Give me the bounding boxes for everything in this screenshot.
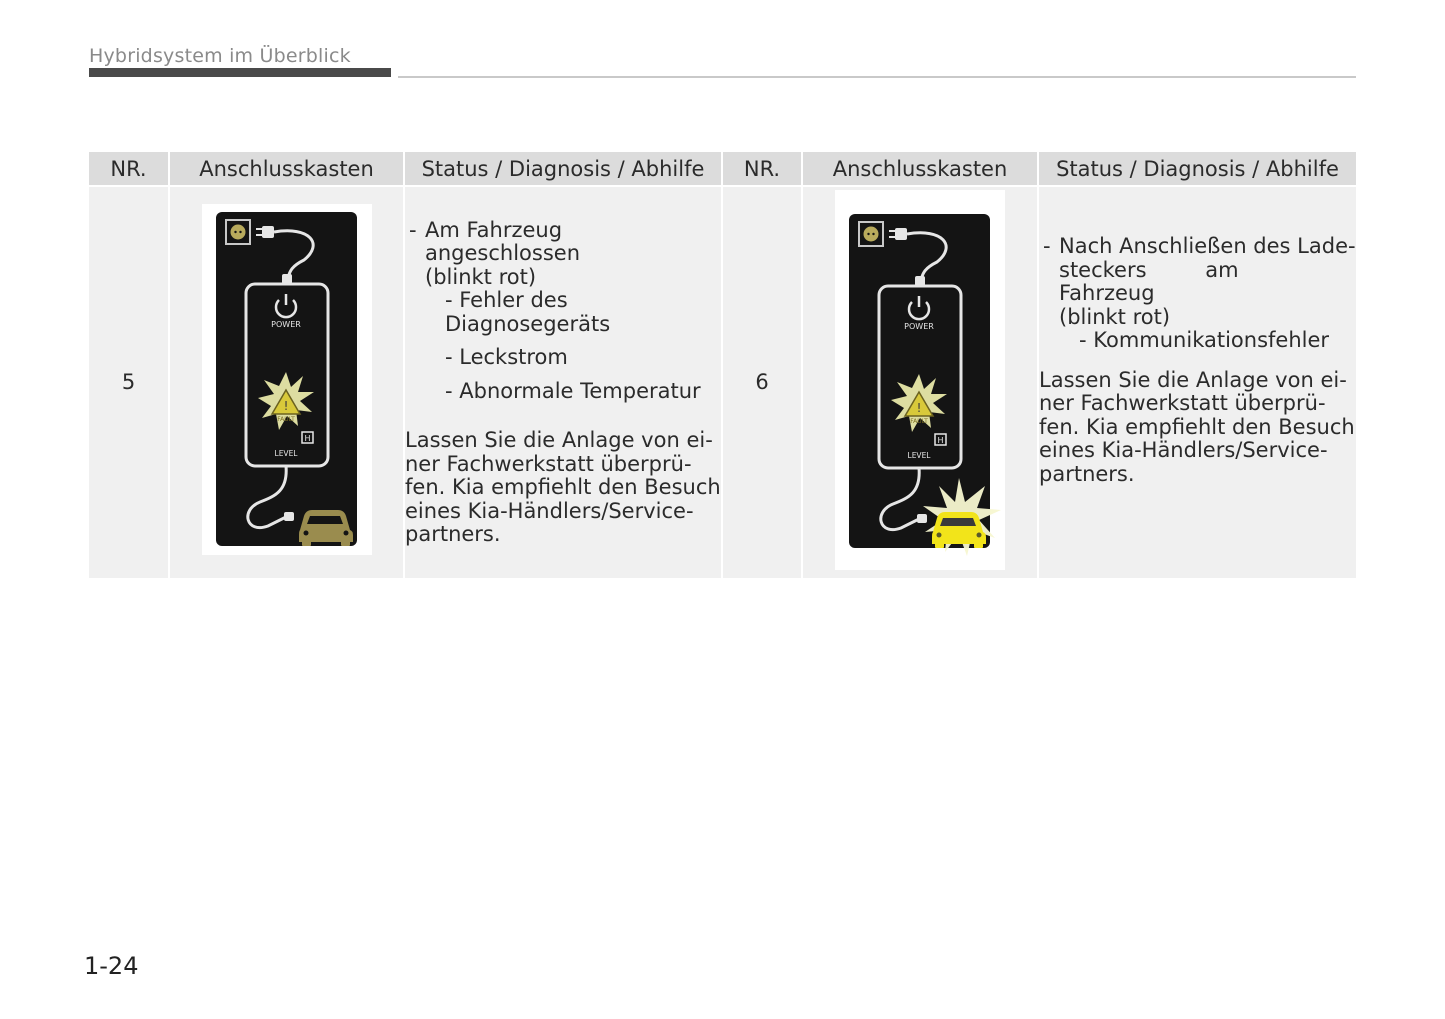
charger-device-svg: [835, 190, 1005, 570]
socket-glow-icon: [230, 225, 245, 240]
remedy-line: partners.: [1039, 461, 1135, 486]
charger-device-illustration: [202, 204, 372, 555]
charger-device-illustration: [835, 190, 1005, 570]
remedy-line: ner Fachwerkstatt überprü-: [1039, 391, 1326, 415]
remedy-line: fen. Kia empfiehlt den Besuch: [405, 475, 721, 499]
power-label: POWER: [270, 320, 301, 330]
diagnosis-item: [1039, 329, 1356, 353]
diagnosis-item: [405, 380, 721, 404]
status-text: Am Fahrzeug angeschlossen: [425, 217, 581, 265]
section-title-bar: [89, 68, 391, 77]
power-label: POWER: [904, 321, 934, 331]
status-item-continuation: [1039, 306, 1356, 330]
remedy-line: Lassen Sie die Anlage von ei-: [1039, 367, 1347, 392]
h-label: H: [303, 434, 311, 444]
diagnosis-text: - Leckstrom: [445, 345, 568, 369]
remedy-line: partners.: [405, 522, 501, 546]
device-image-cell: [169, 186, 404, 578]
level-label: LEVEL: [274, 449, 297, 459]
diagnosis-item: [405, 289, 721, 336]
status-text: (blinkt rot): [425, 264, 537, 289]
nr-cell: 6: [722, 186, 802, 578]
remedy-line: eines Kia-Händlers/Service-: [405, 498, 694, 523]
status-item: - Nach Anschließen des Lade-: [1043, 234, 1356, 258]
remedy-text: [1039, 369, 1356, 487]
car-icon: [299, 510, 353, 546]
table-header-row: [89, 152, 1356, 186]
diagnosis-text: - Kommunikationsfehler: [1079, 328, 1330, 352]
column-header-nr: NR.: [89, 152, 169, 186]
status-text: steckers am Fahrzeug: [1059, 257, 1239, 305]
status-text: Nach Anschließen des Lade-: [1059, 234, 1356, 258]
h-label: H: [937, 435, 944, 445]
remedy-line: ner Fachwerkstatt überprü-: [405, 451, 692, 476]
level-label: LEVEL: [907, 450, 931, 460]
column-header-anschlusskasten: Anschlusskasten: [169, 152, 404, 186]
svg-text:!: !: [916, 400, 922, 415]
table-row: [89, 186, 1356, 578]
remedy-line: eines Kia-Händlers/Service-: [1039, 438, 1328, 462]
socket-glow-icon: [864, 226, 879, 241]
column-header-status: Status / Diagnosis / Abhilfe: [404, 152, 722, 186]
column-header-anschlusskasten: Anschlusskasten: [802, 152, 1038, 186]
fault-label: FAULT: [276, 416, 295, 424]
header-rule: [398, 76, 1356, 78]
status-text: (blinkt rot): [1059, 304, 1171, 329]
diagnosis-text: - Fehler des Diagnosegeräts: [445, 288, 611, 336]
remedy-line: fen. Kia empfiehlt den Besuch: [1039, 414, 1355, 439]
section-title: Hybridsystem im Überblick: [89, 45, 351, 67]
status-item-continuation: [405, 266, 721, 290]
diagnosis-item: [405, 346, 721, 370]
diagnosis-text: - Abnormale Temperatur: [445, 378, 701, 403]
device-image-cell: [802, 186, 1038, 578]
fault-label: FAULT: [910, 417, 928, 425]
column-header-status: Status / Diagnosis / Abhilfe: [1038, 152, 1356, 186]
nr-cell: 5: [89, 186, 169, 578]
status-cell: [1038, 186, 1356, 578]
svg-text:!: !: [283, 399, 288, 414]
page-number: 1-24: [84, 952, 139, 980]
remedy-line: Lassen Sie die Anlage von ei-: [405, 428, 713, 452]
status-table: [89, 152, 1356, 578]
status-cell: [404, 186, 722, 578]
status-item-continuation: [1039, 259, 1356, 306]
car-icon: [932, 512, 986, 548]
remedy-text: [405, 429, 721, 547]
status-item: - Am Fahrzeug angeschlossen: [409, 217, 581, 265]
column-header-nr: NR.: [722, 152, 802, 186]
charger-device-svg: [202, 204, 372, 555]
